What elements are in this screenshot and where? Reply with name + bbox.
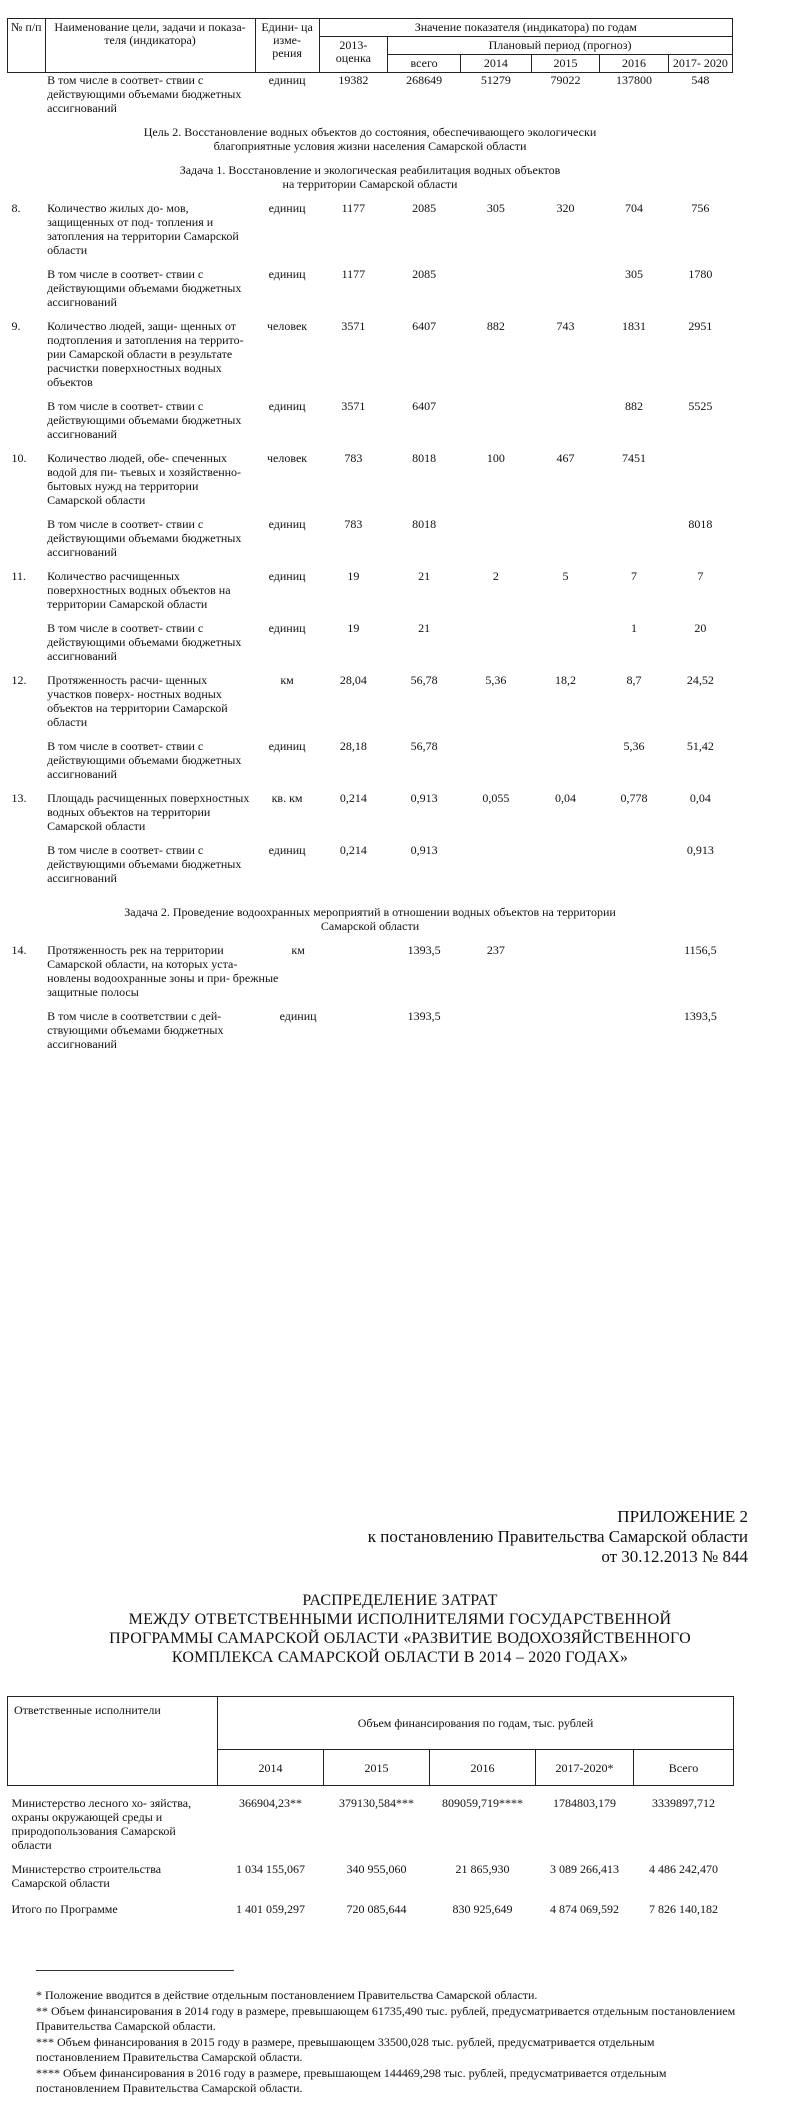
cell-2015 [531,517,600,559]
table-row [8,201,733,257]
table-row [8,569,733,611]
costs-table [7,1696,734,1916]
header-2015: 2015 [531,55,600,73]
footnote: **** Объем финансирования в 2016 году в размере, превышающем 144469,298 тыс. рублей, предусматривается отдельным постановлением Правительства Самарской области. [36,2066,667,2095]
cell-2014 [461,399,532,441]
row-name: Министерство лесного хо- зяйства, охраны окружающей среды и природопользования Самарской области [11,1796,192,1852]
cell-2016: 809059,719**** [442,1796,523,1810]
header-2017-2020: 2017- 2020 [668,55,732,73]
cell-2017-2020: 1393,5 [683,1009,717,1023]
cell-estimate: 1177 [341,267,366,281]
footnotes [36,1988,736,2097]
cell-2017-2020: 7 [697,569,704,583]
table-row [8,673,733,729]
row-name [45,1009,319,1051]
row-name: Итого по Программе [11,1902,118,1916]
cell-2016: 1 [631,621,637,635]
row-unit: единиц [279,1009,317,1023]
cell-2014: 51279 [480,73,511,87]
table-row [8,791,733,833]
cell-total: 7 826 140,182 [649,1902,719,1916]
cell-2015: 379130,584*** [339,1796,414,1810]
table-row [8,1009,733,1051]
row-unit: единиц [268,517,306,531]
cell-2017-2020: 24,52 [686,673,714,687]
row-name: В том числе в соответ- ствии с действующими объемами бюджетных ассигнований [47,739,242,781]
cell-2016: 830 925,649 [452,1902,513,1916]
cell-total: 4 486 242,470 [649,1862,719,1876]
goal-heading: Цель 2. Восстановление водных объектов до состояния, обеспечивающего экологически благоприятные условия жизни населения Самарской области [143,125,597,153]
row-unit: единиц [268,569,306,583]
cell-estimate: 1177 [341,201,366,215]
cell-2014 [461,517,532,559]
row-unit: единиц [268,843,306,857]
row-unit: единиц [268,267,306,281]
page-title-line: МЕЖДУ ОТВЕТСТВЕННЫМИ ИСПОЛНИТЕЛЯМИ ГОСУДАРСТВЕННОЙ [128,1611,672,1628]
cell-2016: 7451 [622,451,646,465]
cell-2016: 882 [625,399,643,413]
cell-total: 21 [418,621,431,635]
table-row [8,267,733,309]
cell-2017-2020: 1156,5 [684,943,717,957]
row-name: Протяженность расчи- щенных участков поверх- ностных водных объектов на территории Самарской области [47,673,228,729]
page-title-line: КОМПЛЕКСА САМАРСКОЙ ОБЛАСТИ В 2014 – 2020 ГОДАХ» [171,1649,629,1666]
header-2016: 2016 [430,1750,536,1786]
cell-2014: 366904,23** [239,1796,302,1810]
footnote: ** Объем финансирования в 2014 году в размере, превышающем 61735,490 тыс. рублей, предусматривается отдельным постановлением Правительства Самарской области. [36,2004,736,2033]
indicators-table [7,18,733,1051]
row-index: 13. [11,791,27,805]
cell-2015: 340 955,060 [346,1862,407,1876]
cell-2015: 79022 [550,73,581,87]
footnote-divider [36,1970,234,1971]
cell-total: 1393,5 [407,1009,441,1023]
cell-2017-2020: 756 [691,201,710,215]
cell-2017-2020: 4 874 069,592 [550,1902,619,1916]
cell-2017-2020: 20 [694,621,707,635]
table-row [8,1902,734,1916]
row-unit: км [280,673,294,687]
header-planned: Плановый период (прогноз) [388,37,733,55]
table-row [8,621,733,663]
row-index: 9. [11,319,21,333]
cell-total: 56,78 [410,673,438,687]
footnote: *** Объем финансирования в 2015 году в размере, превышающем 33500,028 тыс. рублей, предусматривается отдельным постановлением Правительства Самарской области. [36,2035,655,2064]
cell-total: 6407 [412,319,437,333]
cell-total: 2085 [412,201,437,215]
task-heading: Задача 1. Восстановление и экологическая реабилитация водных объектов на территории Самарской области [179,163,561,191]
row-name: Количество людей, защи- щенных от подтопления и затопления на террито- рии Самарской области в результате расчистки поверхностных водных объектов [47,319,244,389]
cell-2016: 305 [625,267,643,281]
cell-2015 [531,621,600,663]
cell-2015 [531,739,600,781]
table-row [8,399,733,441]
header-responsible: Ответственные исполнители [8,1697,218,1786]
header-num: № п/п [8,19,46,73]
table-row [8,943,733,999]
cell-2017-2020: 3 089 266,413 [550,1862,619,1876]
table-row [8,73,733,116]
row-name [45,943,319,999]
cell-2015: 467 [556,451,575,465]
cell-estimate: 0,214 [339,791,367,805]
row-name: В том числе в соответ- ствии с действующими объемами бюджетных ассигнований [47,843,242,885]
cell-estimate: 783 [344,451,363,465]
cell-2016 [600,517,669,559]
header-2016: 2016 [600,55,669,73]
cell-2014: 882 [486,319,505,333]
cell-2016: 137800 [616,73,652,87]
cell-2015: 0,04 [555,791,576,805]
row-name: Министерство строительства Самарской области [11,1862,162,1890]
cell-2014: 237 [486,943,505,957]
cell-2015 [531,399,600,441]
cell-2016: 7 [631,569,637,583]
task-heading: Задача 2. Проведение водоохранных мероприятий в отношении водных объектов на территории Самарской области [124,905,616,933]
cell-2016 [600,843,669,885]
cell-2014: 305 [486,201,505,215]
row-name-text: Протяженность рек на территории Самарской области, на которых уста- новлены водоохранные зоны и при- брежные защитные полосы [47,943,279,999]
header-total: Всего [634,1750,734,1786]
cell-2016 [600,943,669,999]
header-values-group: Значение показателя (индикатора) по годам [319,19,732,37]
row-name: Количество людей, обе- спеченных водой для пи- тьевых и хозяйственно- бытовых нужд на территории Самарской области [47,451,242,507]
row-unit: единиц [268,399,306,413]
row-index: 14. [11,943,27,957]
header-2017-2020: 2017-2020* [536,1750,634,1786]
cell-2014: 1 034 155,067 [236,1862,305,1876]
row-name: Площадь расчищенных поверхностных водных объектов на территории Самарской области [47,791,250,833]
row-unit: единиц [268,201,306,215]
row-unit: единиц [268,739,306,753]
cell-estimate: 0,214 [339,843,367,857]
cell-2015 [531,943,600,999]
cell-2016: 5,36 [623,739,645,753]
cell-2014 [461,739,532,781]
cell-2015 [531,1009,600,1051]
cell-2014 [461,1009,532,1051]
row-unit: км [291,943,305,957]
cell-2014: 100 [486,451,505,465]
cell-2017-2020: 1780 [688,267,713,281]
cell-2016: 1831 [622,319,646,333]
cell-estimate: 783 [344,517,363,531]
cell-2014: 1 401 059,297 [236,1902,305,1916]
page-title: РАСПРЕДЕЛЕНИЕ ЗАТРАТ [302,1592,498,1609]
row-name: В том числе в соответ- ствии с действующими объемами бюджетных ассигнований [47,267,242,309]
cell-total: 268649 [406,73,443,87]
header-name: Наименование цели, задачи и показа- теля (индикатора) [45,19,255,73]
table-row [8,843,733,885]
row-unit: единиц [268,73,306,87]
row-index: 12. [11,673,27,687]
row-index: 11. [11,569,27,583]
cell-total: 6407 [412,399,437,413]
appendix-decree: к постановлению Правительства Самарской области [367,1527,748,1546]
cell-2015: 720 085,644 [346,1902,407,1916]
cell-total: 1393,5 [407,943,441,957]
cell-2017-2020: 0,913 [686,843,714,857]
header-unit: Едини- ца изме- рения [255,19,319,73]
header-estimate: 2013- оценка [319,37,388,73]
cell-2014: 0,055 [482,791,510,805]
cell-total: 8018 [412,517,437,531]
cell-2015: 743 [556,319,575,333]
cell-2017-2020: 548 [691,73,710,87]
cell-2015 [531,843,600,885]
row-name: Количество расчищенных поверхностных водных объектов на территории Самарской области [47,569,231,611]
page-title-line: ПРОГРАММЫ САМАРСКОЙ ОБЛАСТИ «РАЗВИТИЕ ВОДОХОЗЯЙСТВЕННОГО [109,1630,691,1647]
cell-total: 0,913 [410,791,438,805]
appendix-date: от 30.12.2013 № 844 [601,1547,748,1566]
cell-2014: 2 [492,569,499,583]
cell-estimate: 19382 [338,73,369,87]
cell-estimate [319,1009,388,1051]
row-index: 8. [11,201,21,215]
cell-2015 [531,267,600,309]
cell-estimate: 3571 [341,399,366,413]
cell-2017-2020: 5525 [688,399,713,413]
cell-2017-2020: 8018 [688,517,713,531]
cell-2017-2020: 0,04 [689,791,711,805]
table-row [8,451,733,507]
header-2015: 2015 [324,1750,430,1786]
appendix-label: ПРИЛОЖЕНИЕ 2 [617,1507,748,1526]
table-row [8,1862,734,1890]
cell-estimate: 28,18 [339,739,367,753]
row-name-text: В том числе в соответствии с дей- ствующими объемами бюджетных ассигнований [47,1009,224,1051]
cell-2014: 5,36 [485,673,507,687]
row-name: В том числе в соответ- ствии с действующими объемами бюджетных ассигнований [47,399,242,441]
cell-2014 [461,267,532,309]
header-total: всего [388,55,461,73]
header-2014: 2014 [461,55,532,73]
table-row [8,1796,734,1852]
cell-total: 56,78 [410,739,438,753]
cell-2017-2020: 1784803,179 [553,1796,616,1810]
cell-total: 21 [418,569,431,583]
cell-2017-2020 [668,451,732,507]
table-row [8,739,733,781]
row-name: В том числе в соответ- ствии с действующими объемами бюджетных ассигнований [47,621,242,663]
cell-2015: 320 [556,201,575,215]
row-name: В том числе в соответ- ствии с действующими объемами бюджетных ассигнований [47,517,242,559]
cell-total: 3339897,712 [652,1796,716,1810]
cell-total: 0,913 [410,843,438,857]
cell-total: 8018 [412,451,437,465]
cell-total: 2085 [412,267,437,281]
header-2014: 2014 [218,1750,324,1786]
header-volume: Объем финансирования по годам, тыс. рублей [218,1697,734,1750]
cell-estimate [319,943,388,999]
cell-estimate: 28,04 [339,673,367,687]
footnote: * Положение вводится в действие отдельным постановлением Правительства Самарской области. [36,1988,538,2002]
cell-2017-2020: 51,42 [686,739,714,753]
row-unit: человек [267,451,308,465]
row-unit: кв. км [271,791,303,805]
cell-estimate: 19 [347,621,360,635]
table-row [8,319,733,389]
cell-2016 [600,1009,669,1051]
cell-2015: 18,2 [555,673,576,687]
row-unit: единиц [268,621,306,635]
cell-2015: 5 [562,569,569,583]
row-unit: человек [267,319,308,333]
table-row [8,517,733,559]
row-index: 10. [11,451,27,465]
cell-2014 [461,843,532,885]
cell-2016: 21 865,930 [455,1862,510,1876]
cell-estimate: 19 [347,569,360,583]
row-name: Количество жилых до- мов, защищенных от под- топления и затопления на территории Самарской области [47,201,239,257]
cell-2014 [461,621,532,663]
cell-estimate: 3571 [341,319,366,333]
cell-2016: 704 [625,201,643,215]
cell-2016: 8,7 [626,673,642,687]
cell-2016: 0,778 [620,791,648,805]
cell-2017-2020: 2951 [688,319,713,333]
row-name: В том числе в соответ- ствии с действующими объемами бюджетных ассигнований [47,73,242,115]
